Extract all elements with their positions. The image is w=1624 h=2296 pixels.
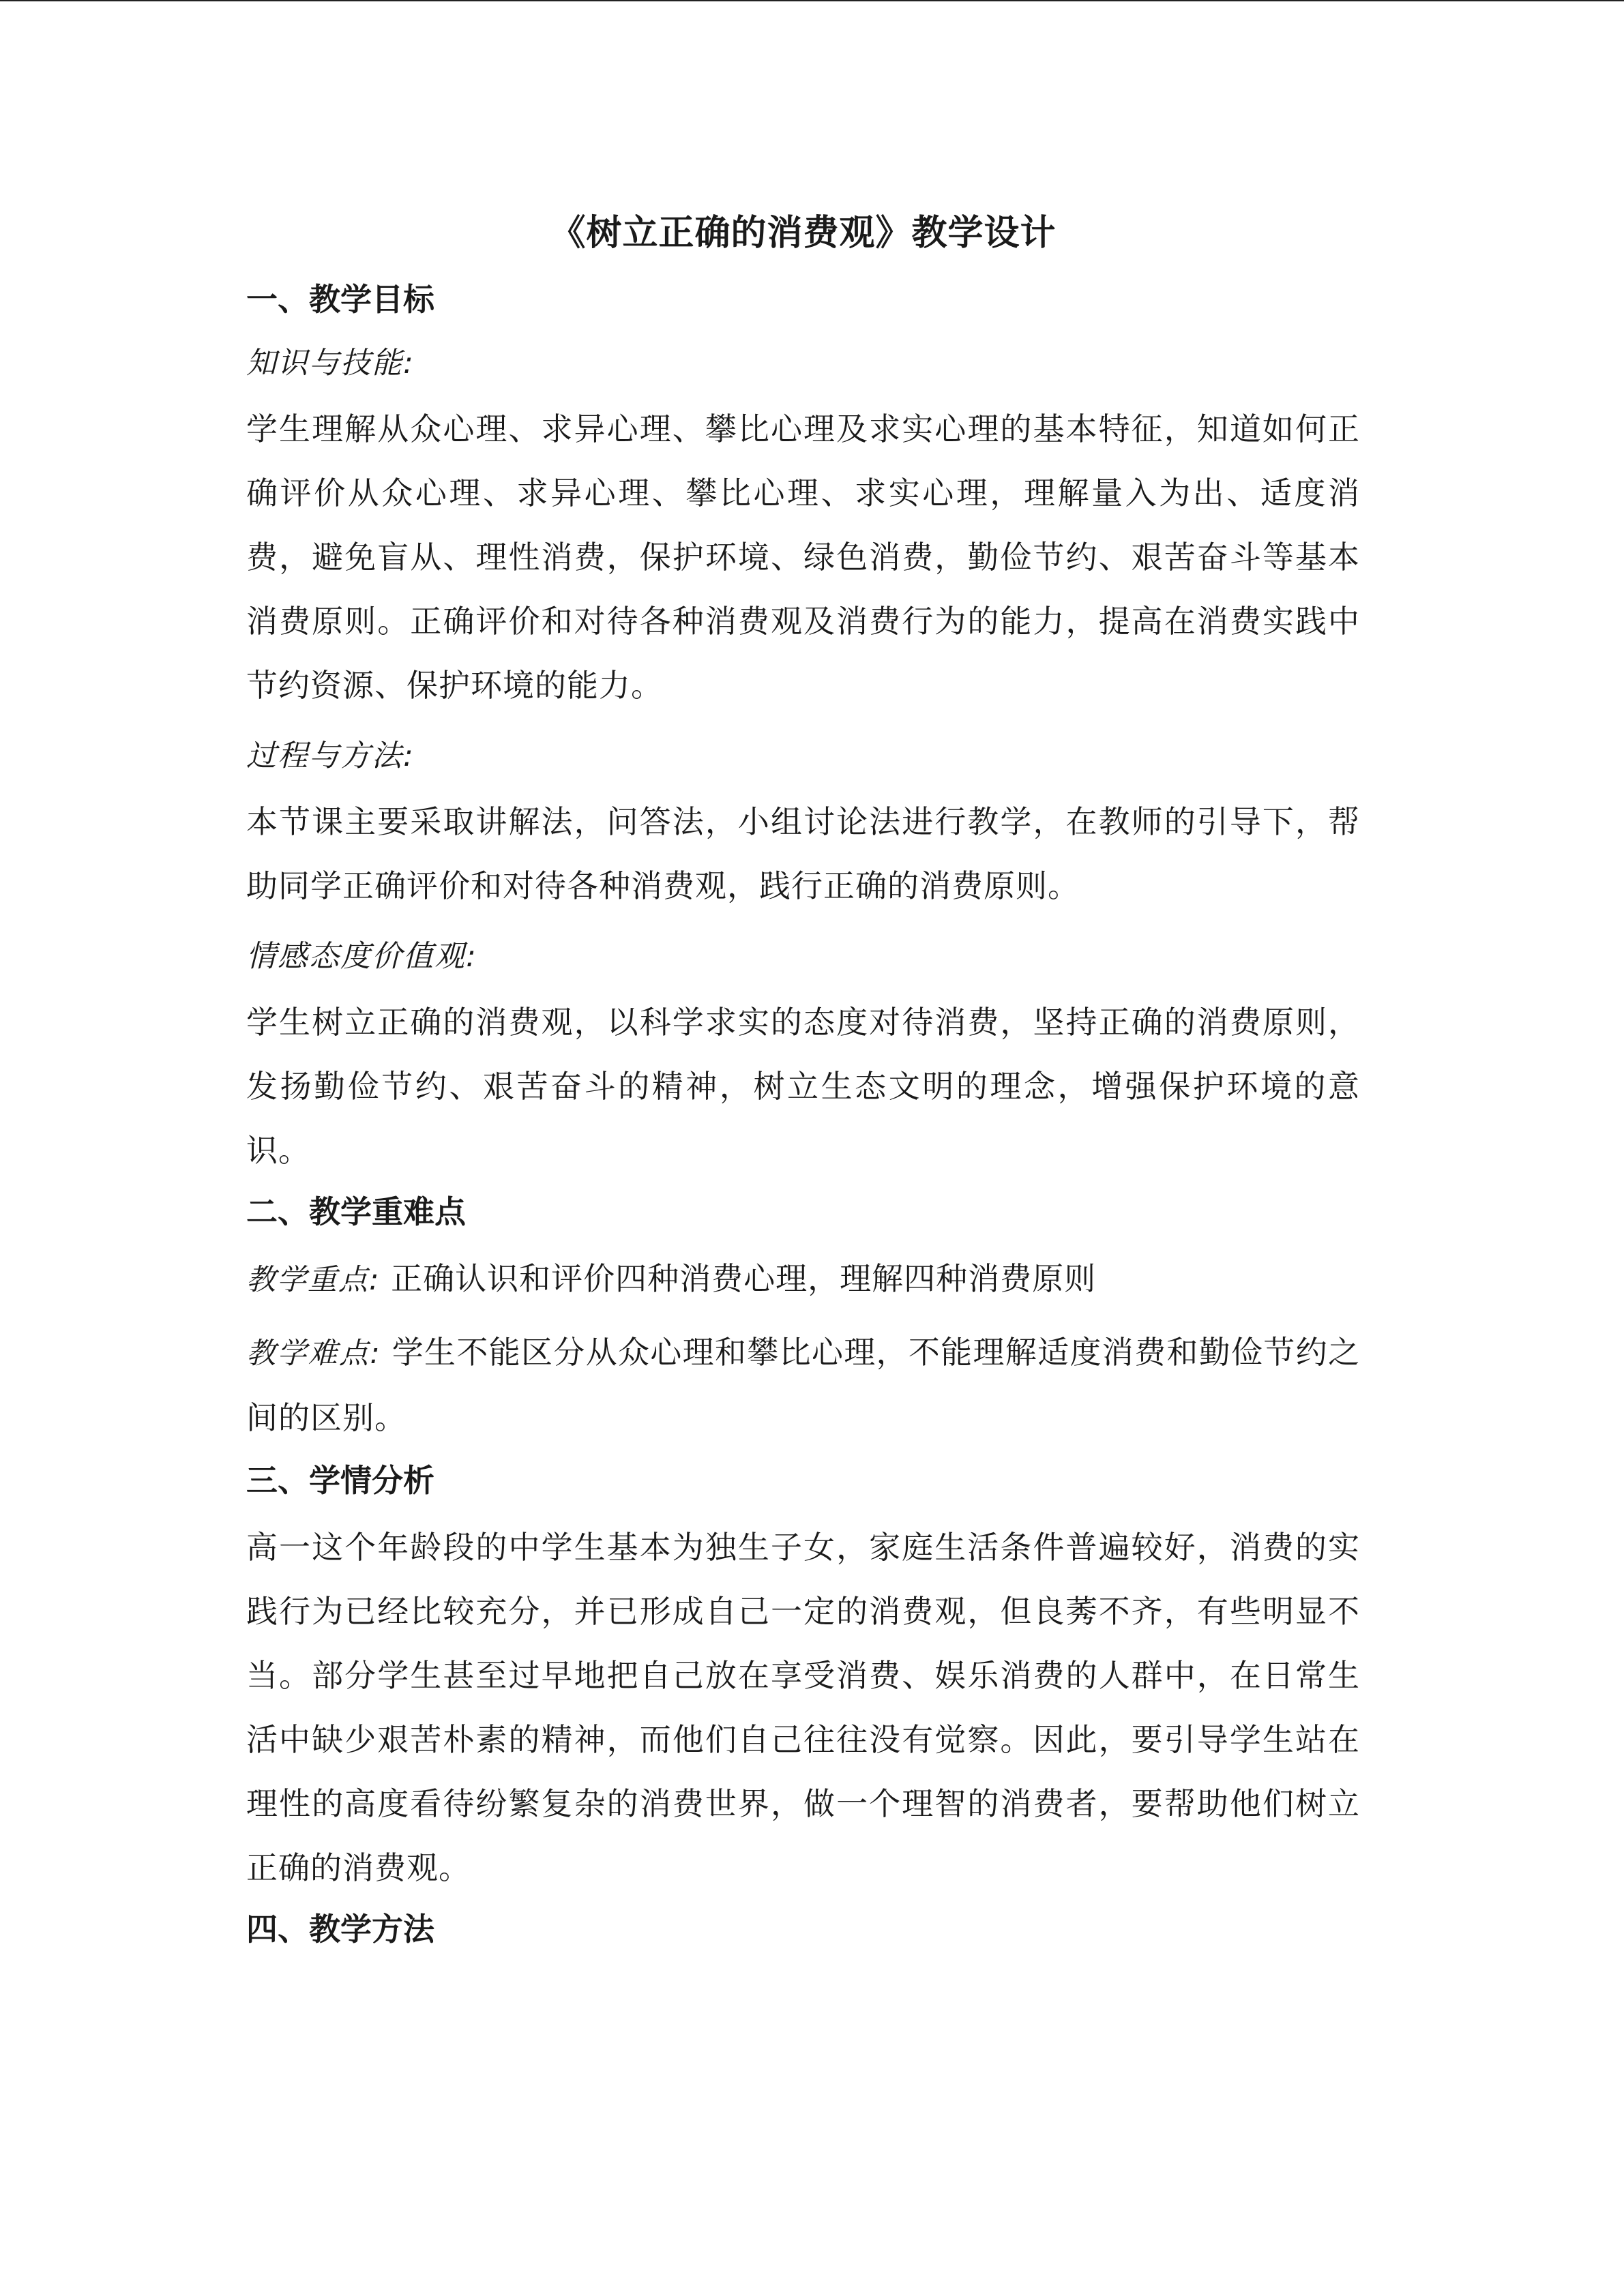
paragraph-emotion-values: 学生树立正确的消费观，以科学求实的态度对待消费，坚持正确的消费原则，发扬勤俭节约、艰苦奋斗的精神，树立生态文明的理念，增强保护环境的意识。 <box>246 1004 1360 1169</box>
teaching-difficulty-line <box>246 1320 1360 1450</box>
paragraph-process-methods: 本节课主要采取讲解法，问答法，小组讨论法进行教学，在教师的引导下，帮助同学正确评价和对待各种消费观，践行正确的消费原则。 <box>246 803 1360 904</box>
section-heading-methods: 四、教学方法 <box>246 1911 434 1948</box>
paragraph-knowledge-skills: 学生理解从众心理、求异心理、攀比心理及求实心理的基本特征，知道如何正确评价从众心理、求异心理、攀比心理、求实心理，理解量入为出、适度消费，避免盲从、理性消费，保护环境、绿色消费，勤俭节约、艰苦奋斗等基本消费原则。正确评价和对待各种消费观及消费行为的能力，提高在消费实践中节约资源、保护环境的能力。 <box>246 411 1360 704</box>
subheading-emotion-values: 情感态度价值观: <box>246 939 477 974</box>
subheading-process-methods: 过程与方法: <box>246 739 415 773</box>
subheading-knowledge-skills: 知识与技能: <box>246 346 415 381</box>
teaching-focus-text: 正确认识和评价四种消费心理，理解四种消费原则 <box>391 1260 1097 1297</box>
teaching-difficulty-label: 教学难点: <box>246 1337 381 1371</box>
section-heading-goals: 一、教学目标 <box>246 281 434 318</box>
teaching-focus-label: 教学重点: <box>246 1263 381 1297</box>
paragraph-student-analysis: 高一这个年龄段的中学生基本为独生子女，家庭生活条件普遍较好，消费的实践行为已经比较充分，并已形成自己一定的消费观，但良莠不齐，有些明显不当。部分学生甚至过早地把自己放在享受消费、娱乐消费的人群中，在日常生活中缺少艰苦朴素的精神，而他们自己往往没有觉察。因此，要引导学生站在理性的高度看待纷繁复杂的消费世界，做一个理智的消费者，要帮助他们树立正确的消费观。 <box>246 1529 1360 1886</box>
section-heading-keypoints: 二、教学重难点 <box>246 1193 466 1230</box>
section-heading-analysis: 三、学情分析 <box>246 1462 434 1499</box>
document-body <box>246 206 1360 1964</box>
teaching-focus-line <box>246 1247 1360 1312</box>
document-title: 《树立正确的消费观》教学设计 <box>550 212 1057 254</box>
teaching-difficulty-text: 学生不能区分从众心理和攀比心理，不能理解适度消费和勤俭节约之间的区别。 <box>246 1334 1361 1436</box>
